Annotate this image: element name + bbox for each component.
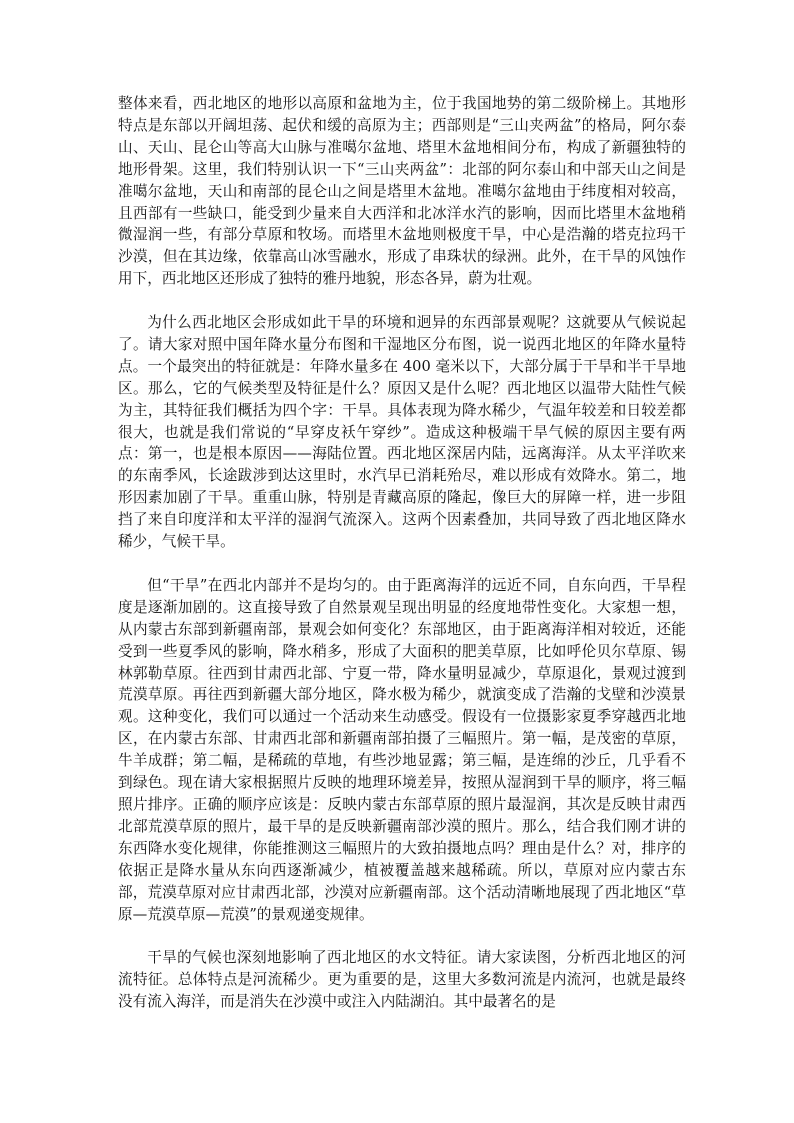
paragraph-climate: 为什么西北地区会形成如此干旱的环境和迥异的东西部景观呢？这就要从气候说起了。请大家对照中国年降水量分布图和干湿地区分布图，说一说西北地区的年降水量特点。一个最突出的特征就是：年降水量多在 400 毫米以下，大部分属于干旱和半干旱地区。那么，它的气候类型及特征是什么？原因又是什么呢？西北地区以温带大陆性气候为主，其特征我们概括为四个字：干旱。具体表现为降水稀少，气温年较差和日较差都很大，也就是我们常说的“早穿皮袄午穿纱”。造成这种极端干旱气候的原因主要有两点：第一，也是根本原因——海陆位置。西北地区深居内陆，远离海洋。从太平洋吹来的东南季风，长途跋涉到达这里时，水汽早已消耗殆尽，难以形成有效降水。第二，地形因素加剧了干旱。重重山脉，特别是青藏高原的隆起，像巨大的屏障一样，进一步阻挡了来自印度洋和太平洋的湿润气流深入。这两个因素叠加，共同导致了西北地区降水稀少，气候干旱。 (118, 314, 686, 551)
paragraph-terrain: 整体来看，西北地区的地形以高原和盆地为主，位于我国地势的第二级阶梯上。其地形特点是东部以开阔坦荡、起伏和缓的高原为主；西部则是“三山夹两盆”的格局，阿尔泰山、天山、昆仑山等高大山脉与准噶尔盆地、塔里木盆地相间分布，构成了新疆独特的地形骨架。这里，我们特别认识一下“三山夹两盆”：北部的阿尔泰山和中部天山之间是准噶尔盆地，天山和南部的昆仑山之间是塔里木盆地。准噶尔盆地由于纬度相对较高，且西部有一些缺口，能受到少量来自大西洋和北冰洋水汽的影响，因而比塔里木盆地稍微湿润一些，有部分草原和牧场。而塔里木盆地则极度干旱，中心是浩瀚的塔克拉玛干沙漠，但在其边缘，依靠高山冰雪融水，形成了串珠状的绿洲。此外，在干旱的风蚀作用下，西北地区还形成了独特的雅丹地貌，形态各异，蔚为壮观。 (118, 95, 686, 288)
paragraph-hydrology: 干旱的气候也深刻地影响了西北地区的水文特征。请大家读图，分析西北地区的河流特征。总体特点是河流稀少。更为重要的是，这里大多数河流是内流河，也就是最终没有流入海洋，而是消失在沙漠中或注入内陆湖泊。其中最著名的是 (118, 949, 686, 1011)
document-body (118, 93, 686, 1035)
paragraph-landscape-variation: 但“干旱”在西北内部并不是均匀的。由于距离海洋的远近不同，自东向西，干旱程度是逐渐加剧的。这直接导致了自然景观呈现出明显的经度地带性变化。大家想一想，从内蒙古东部到新疆南部，景观会如何变化？东部地区，由于距离海洋相对较近，还能受到一些夏季风的影响，降水稍多，形成了大面积的肥美草原，比如呼伦贝尔草原、锡林郭勒草原。往西到甘肃西北部、宁夏一带，降水量明显减少，草原退化，景观过渡到荒漠草原。再往西到新疆大部分地区，降水极为稀少，就演变成了浩瀚的戈壁和沙漠景观。这种变化，我们可以通过一个活动来生动感受。假设有一位摄影家夏季穿越西北地区，在内蒙古东部、甘肃西北部和新疆南部拍摄了三幅照片。第一幅，是茂密的草原，牛羊成群；第二幅，是稀疏的草地，有些沙地显露；第三幅，是连绵的沙丘，几乎看不到绿色。现在请大家根据照片反映的地理环境差异，按照从湿润到干旱的顺序，将三幅照片排序。正确的顺序应该是：反映内蒙古东部草原的照片最湿润，其次是反映甘肃西北部荒漠草原的照片，最干旱的是反映新疆南部沙漠的照片。那么，结合我们刚才讲的东西降水变化规律，你能推测这三幅照片的大致拍摄地点吗？理由是什么？对，排序的依据正是降水量从东向西逐渐减少，植被覆盖越来越稀疏。所以，草原对应内蒙古东部，荒漠草原对应甘肃西北部，沙漠对应新疆南部。这个活动清晰地展现了西北地区“草原—荒漠草原—荒漠”的景观递变规律。 (118, 576, 686, 923)
